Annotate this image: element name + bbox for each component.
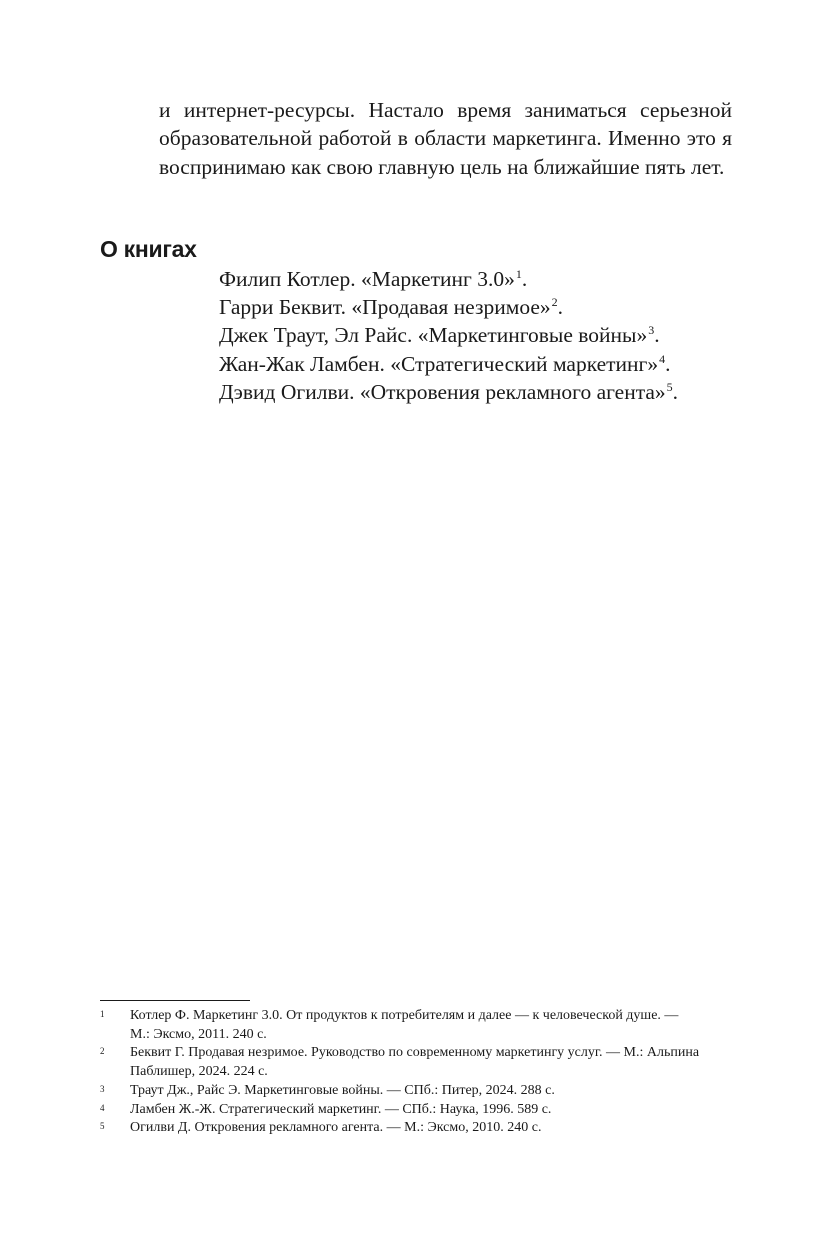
footnote-ref: 1 (515, 267, 522, 281)
book-list-item (219, 350, 678, 378)
book-title: Джек Траут, Эл Райс. «Маркетинговые войны» (219, 323, 648, 348)
book-end-punct: . (665, 351, 671, 376)
book-list-item (219, 321, 678, 349)
footnote-text: Траут Дж., Райс Э. Маркетинговые войны. — СПб.: Питер, 2024. 288 с. (130, 1082, 555, 1098)
footnotes (100, 1007, 700, 1138)
footnote-ref: 5 (666, 379, 673, 394)
book-list-item (219, 265, 678, 293)
book-list (219, 265, 678, 406)
book-end-punct: . (521, 267, 528, 291)
book-list-item (219, 293, 678, 321)
footnote-number: 4 (100, 1102, 105, 1113)
footnote-text: Беквит Г. Продавая незримое. Руководство по современному маркетингу услуг. — М.: Альпина Паблишер, 2024. 224 с. (130, 1045, 700, 1080)
footnote (100, 1007, 700, 1044)
footnote (100, 1082, 700, 1101)
footnote-ref: 4 (659, 351, 666, 366)
body-paragraph: и интернет-ресурсы. Настало время заниматься серьезной образовательной работой в области маркетинга. Именно это я воспринимаю как свою главную цель на ближайшие пять лет. (159, 98, 732, 179)
book-end-punct: . (557, 295, 563, 320)
book-title: Дэвид Огилви. «Откровения рекламного агента» (219, 379, 666, 404)
footnote-ref: 2 (551, 295, 558, 310)
footnote-number: 5 (100, 1121, 105, 1132)
section-heading: О книгах (100, 236, 197, 262)
footnote (100, 1044, 700, 1081)
book-title: Жан-Жак Ламбен. «Стратегический маркетинг» (219, 351, 659, 376)
footnote-number: 1 (100, 1009, 105, 1019)
book-title: Гарри Беквит. «Продавая незримое» (219, 295, 551, 320)
book-end-punct: . (654, 323, 660, 348)
footnote (100, 1119, 700, 1138)
footnote-number: 3 (100, 1083, 105, 1094)
footnote-ref: 3 (648, 323, 655, 338)
footnote-divider (100, 1000, 250, 1001)
footnote-text: Ламбен Ж.-Ж. Стратегический маркетинг. — СПб.: Наука, 1996. 589 с. (130, 1101, 552, 1117)
footnote-text: Котлер Ф. Маркетинг 3.0. От продуктов к потребителям и далее — к человеческой душе. — М.: Эксмо, 2011. 240 с. (130, 1008, 679, 1042)
book-title: Филип Котлер. «Маркетинг 3.0» (219, 267, 515, 291)
footnote-number: 2 (100, 1046, 105, 1057)
footnote (100, 1101, 700, 1120)
book-list-item (219, 378, 678, 406)
footnote-text: Огилви Д. Откровения рекламного агента. — М.: Эксмо, 2010. 240 с. (130, 1120, 542, 1136)
book-end-punct: . (672, 379, 679, 404)
